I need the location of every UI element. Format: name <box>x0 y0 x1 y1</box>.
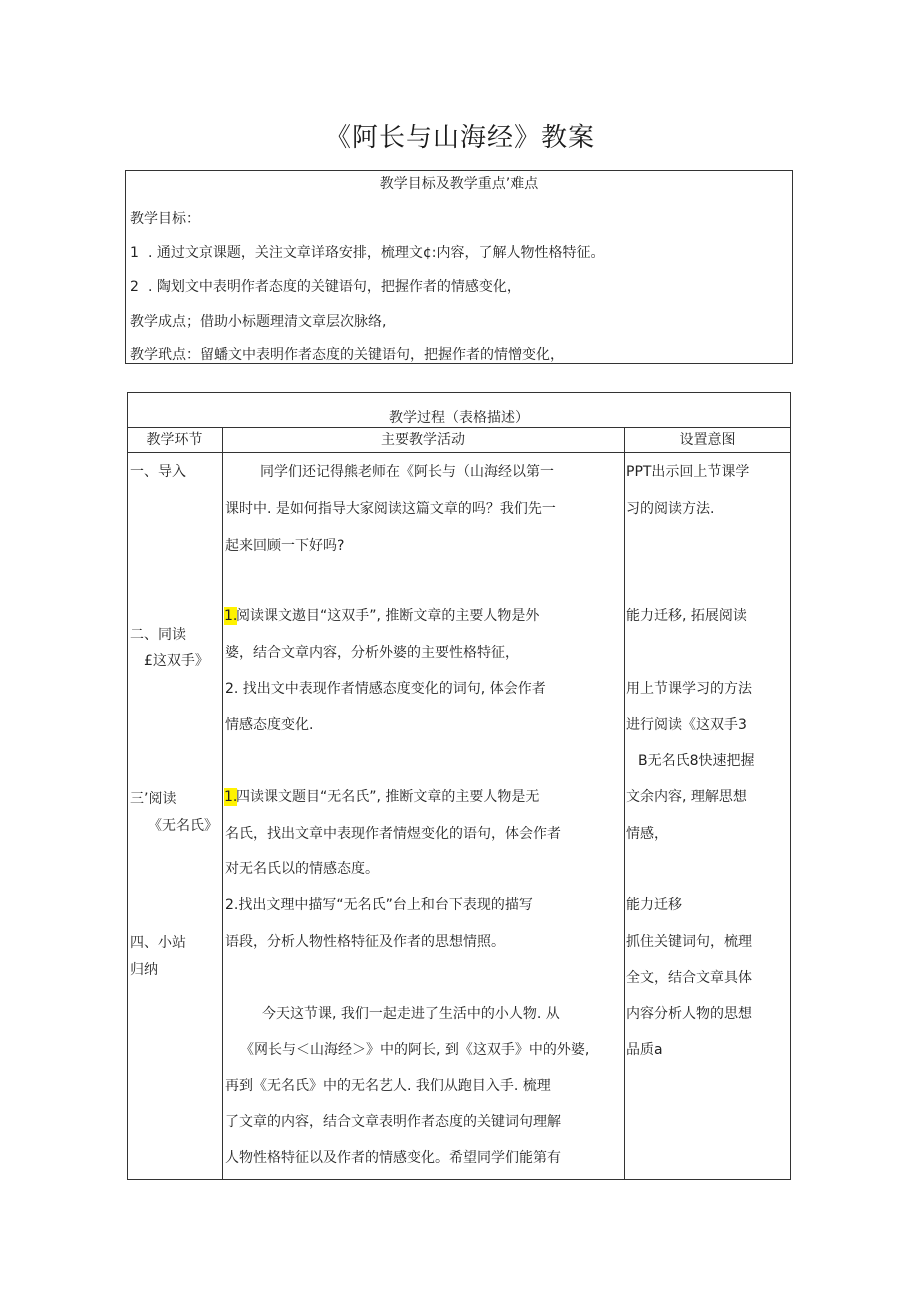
activity-3-number: 1. <box>224 789 238 805</box>
intent-2-line-4: B无名氏8快速把握 <box>638 753 755 769</box>
activity-1-line-3: 起来回顾一下好吗? <box>225 538 345 554</box>
activity-3-line-1: 四读课文题目“无名氏”, 推断文章的主要人物是无 <box>236 789 540 805</box>
column-header-stage: 教学环节 <box>146 432 203 448</box>
activity-3-line-3: 对无名氏以的情感态度。 <box>225 861 379 877</box>
intent-3-line-2: 抓住关键词句，梳理 <box>626 934 752 950</box>
stage-2-line-1: 二、同读 <box>130 627 186 643</box>
objective-2-text: . 陶划文中表明作者态度的关键语句，把握作者的情感变化， <box>148 279 521 295</box>
activity-2-line-3: 2. 找出文中表现作者情感态度变化的词句, 体会作者 <box>225 681 546 697</box>
activity-4-line-3: 再到《无名氏》中的无名艺人. 我们从跑目入手. 梳理 <box>225 1078 551 1094</box>
activity-2-line-1: 阅读课文遨目“这双手”, 推断文章的主要人物是外 <box>236 608 540 624</box>
objective-1-number: 1 <box>130 245 139 261</box>
activity-4-line-2: 《网长与＜山海经＞》中的阿长, 到《这双手》中的外婆, <box>240 1042 590 1058</box>
column-header-activity: 主要教学活动 <box>381 432 465 448</box>
intent-2-line-1: 能力迁移, 拓展阅读 <box>626 608 747 624</box>
intent-3-line-3: 全文，结合文章具体 <box>626 970 752 986</box>
column-header-divider <box>127 452 791 453</box>
intent-2-line-6: 情感， <box>626 826 668 842</box>
column-header-intent: 设置意图 <box>679 432 736 448</box>
objectives-label: 教学目标： <box>130 211 200 227</box>
stage-2-line-2: £这双手》 <box>144 653 209 669</box>
objectives-table <box>125 170 793 364</box>
activity-3-line-2: 名氏，找出文章中表现作者情煜变化的语句，体会作者 <box>225 826 561 842</box>
intent-3-line-5: 品质a <box>626 1042 663 1058</box>
stage-4-line-1: 四、小站 <box>130 935 186 951</box>
header-divider <box>127 427 791 428</box>
activity-4-line-1: 今天这节课, 我们一起走进了生活中的小人物. 从 <box>262 1006 560 1022</box>
column-divider-1 <box>222 427 223 1180</box>
intent-1-line-1: PPT出示回上节课学 <box>626 464 750 480</box>
intent-3-line-1: 能力迁移 <box>626 897 682 913</box>
activity-1-line-2: 课时中. 是如何指导大家阅读这篇文章的吗？我们先一 <box>225 501 556 517</box>
activity-2-number: 1. <box>224 608 238 624</box>
intent-2-line-5: 文余内容, 理解思想 <box>626 789 747 805</box>
intent-1-line-2: 习的阅读方法. <box>626 501 715 517</box>
objective-2-number: 2 <box>130 279 139 295</box>
process-header: 教学过程（表格描述） <box>389 410 529 426</box>
activity-4-line-5: 人物性格特征以及作者的情感变化。希望同学们能第有 <box>225 1150 561 1166</box>
activity-1-line-1: 同学们还记得熊老师在《阿长与（山海经以第一 <box>260 464 554 480</box>
stage-4-line-2: 归纳 <box>130 962 158 978</box>
key-point: 教学成点；借助小标题理清文章层次脉络, <box>130 314 387 330</box>
column-divider-2 <box>624 427 625 1180</box>
intent-3-line-4: 内容分析人物的思想 <box>626 1006 752 1022</box>
stage-3-line-2: 《无名氏》 <box>148 818 218 834</box>
page-title: 《阿长与山海经》教案 <box>324 123 595 153</box>
objectives-header: 教学目标及教学重点’难点 <box>379 176 539 192</box>
activity-2-line-2: 婆，结合文章内容，分析外婆的主要性格特征， <box>225 645 519 661</box>
stage-3-line-1: 三’阅读 <box>130 791 177 807</box>
difficulty-point: 教学玳点：留蟠文中表明作者态度的关键语句，把握作者的情憎变化， <box>130 347 564 363</box>
intent-2-line-2: 用上节课学习的方法 <box>626 681 752 697</box>
stage-intro: 一、导入 <box>130 464 186 480</box>
activity-4-line-4: 了文章的内容，结合文章表明作者态度的关键词句理解 <box>225 1114 561 1130</box>
activity-3-line-4: 2.找出文理中描写“无名氏”台上和台下表现的描写 <box>225 897 533 913</box>
objective-1-text: . 通过文京课题，关注文章详珞安排，梳理文¢:内容，了解人物性格特征。 <box>148 245 605 261</box>
activity-3-line-5: 语段，分析人物性格特征及作者的思想情照。 <box>225 934 505 950</box>
activity-2-line-4: 情感态度变化. <box>225 717 314 733</box>
intent-2-line-3: 进行阅读《这双手3 <box>626 717 747 733</box>
